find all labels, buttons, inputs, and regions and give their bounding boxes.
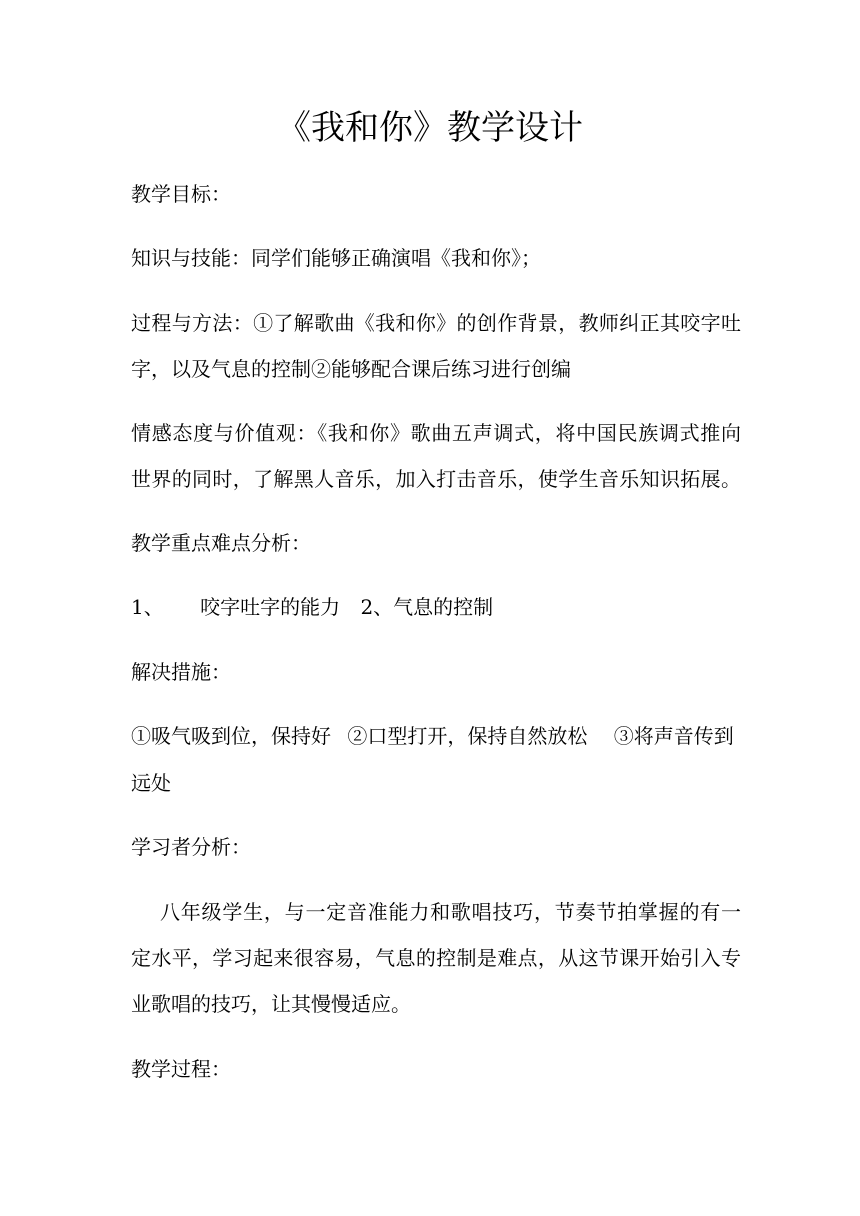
learner-line-1: 八年级学生，与一定音准能力和歌唱技巧，节奏节拍掌握的有一 (160, 900, 741, 924)
process-methods-line-2: 字，以及气息的控制②能够配合课后练习进行创编 (131, 357, 571, 381)
heading-learner: 学习者分析： (131, 835, 251, 859)
learner-line-2: 定水平，学习起来很容易，气息的控制是难点，从这节课开始引入专 (131, 946, 741, 970)
solutions-line-1 (131, 724, 741, 748)
solution-1: ①吸气吸到位，保持好 (131, 724, 331, 748)
key-point-1-number: 1、 (131, 595, 164, 619)
key-point-1-text: 咬字吐字的能力 (200, 595, 341, 619)
heading-process: 教学过程： (131, 1057, 231, 1081)
heading-key-points: 教学重点难点分析： (131, 531, 311, 555)
solution-3: ③将声音传到 (613, 724, 734, 748)
heading-solutions: 解决措施： (131, 660, 231, 684)
document-title: 《我和你》教学设计 (277, 108, 583, 148)
knowledge-skills-text: 知识与技能：同学们能够正确演唱《我和你》； (131, 246, 541, 270)
key-point-2: 2、气息的控制 (360, 595, 494, 619)
process-methods-line-1: 过程与方法：①了解歌曲《我和你》的创作背景，教师纠正其咬字吐 (131, 311, 741, 335)
solution-2: ②口型打开，保持自然放松 (347, 724, 588, 748)
emotion-line-1: 情感态度与价值观：《我和你》歌曲五声调式，将中国民族调式推向 (131, 421, 741, 445)
emotion-line-2: 世界的同时，了解黑人音乐，加入打击音乐，使学生音乐知识拓展。 (131, 467, 741, 491)
heading-objectives: 教学目标： (131, 182, 231, 206)
key-points-list (131, 595, 741, 619)
learner-line-3: 业歌唱的技巧，让其慢慢适应。 (131, 992, 411, 1016)
solutions-line-2: 远处 (131, 771, 171, 795)
